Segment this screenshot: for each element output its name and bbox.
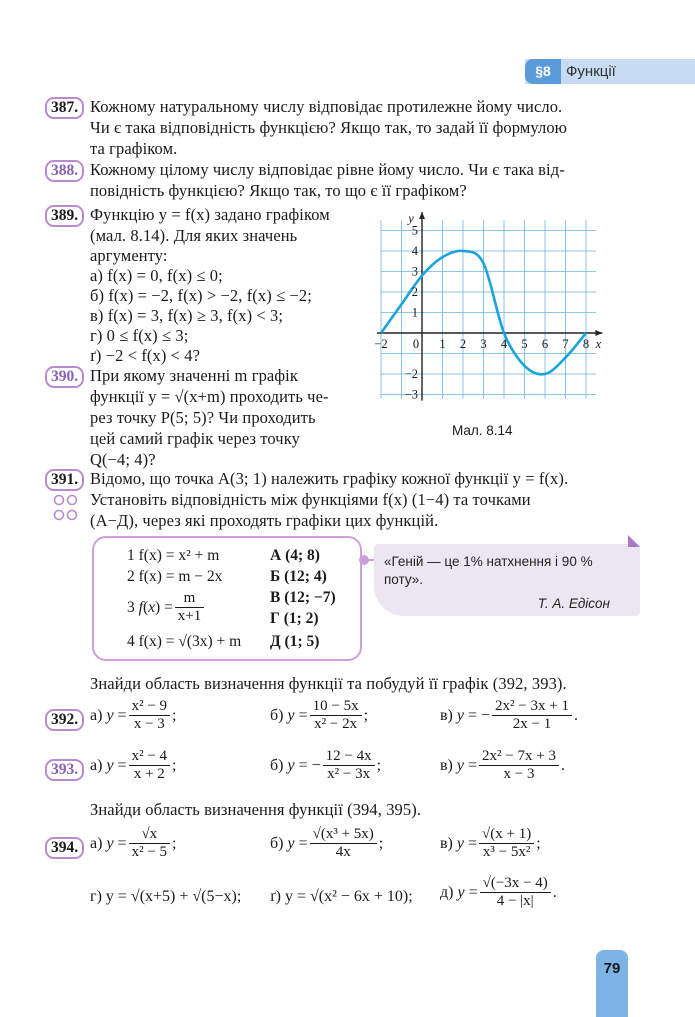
x-tick-label: −2 [374, 337, 388, 351]
denominator: x − 3 [133, 716, 165, 732]
problem-392-b: б) y = $\frac{10 - 5x}{\text{x² − 2x}}$ ; [270, 698, 369, 732]
numerator: 2x² − 3x + 1 [492, 698, 572, 716]
y-tick-label: −3 [404, 387, 418, 402]
x-tick-label: 7 [562, 337, 569, 351]
problem-387-line: Чи є така відповідність функцією? Якщо так, то задай її формулою [90, 118, 568, 137]
function-2: 2 f(x) = m − 2x [127, 568, 223, 585]
item-label: ґ) [270, 888, 281, 905]
item-label: в) [440, 706, 453, 724]
denominator: x³ − 5x² [482, 844, 531, 860]
denominator: 4x [335, 844, 351, 860]
problem-389-line: а) f(x) = 0, f(x) ≤ 0; [90, 266, 223, 285]
expression: y = √(x² − 6x + 10); [284, 888, 413, 905]
x-arrow-icon [595, 330, 602, 336]
denominator: x + 2 [133, 766, 165, 782]
point-a: А (4; 8) [270, 547, 320, 564]
problem-390-number: 390. [45, 366, 84, 388]
problem-389-line: б) f(x) = −2, f(x) > −2, f(x) ≤ −2; [90, 286, 312, 305]
numerator: 12 − 4x [323, 748, 375, 766]
denominator: x² − 5 [131, 844, 168, 860]
problem-388-line: Кожному цілому числу відповідає рівне йому число. Чи є така від- [90, 160, 565, 179]
problem-390-line: Q(−4; 4)? [90, 450, 156, 469]
numerator: x² − 9 [129, 698, 170, 716]
section-title: Функції [566, 63, 616, 80]
numerator: 2x² − 7x + 3 [479, 748, 559, 766]
problem-394-c: в) y = $\frac{√(x + 1)}{\text{x³ − 5x²}}$ ; [440, 826, 541, 860]
fraction-denominator: x+1 [177, 608, 202, 624]
denominator: x − 3 [503, 766, 535, 782]
problem-393-c: в) y = $\frac{\text{2x² − 7x + 3}}{x - 3}$ . [440, 748, 565, 782]
numerator: x² − 4 [129, 748, 170, 766]
problem-389-line: аргументу: [90, 246, 168, 265]
numerator: √(−3x − 4) [480, 875, 551, 893]
expression: y = √(x+5) + √(5−x); [105, 888, 242, 905]
quote-corner [628, 535, 640, 547]
problem-394-a: а) y = $\frac{√x}{\text{x² − 5}}$ ; [90, 826, 177, 860]
quote-author: Т. А. Едісон [537, 596, 610, 611]
x-axis-label: x [595, 337, 602, 351]
fraction-numerator: m [175, 590, 204, 608]
x-tick-label: 8 [582, 337, 590, 351]
problem-391-line: (А−Д), через які проходять графіки цих функцій. [90, 511, 439, 530]
denominator: 4 − |x| [496, 893, 534, 909]
y-tick-label: 2 [411, 285, 418, 299]
problem-389-line: Функцію y = f(x) задано графіком [90, 205, 330, 224]
problem-390-line: При якому значенні m графік [90, 366, 298, 385]
problem-390-line: цей самий графік через точку [90, 429, 300, 448]
point-d: Д (1; 5) [270, 633, 320, 650]
problem-389-line: г) 0 ≤ f(x) ≤ 3; [90, 326, 189, 345]
y-tick-label: 4 [411, 244, 418, 258]
function-4: 4 f(x) = √(3x) + m [127, 633, 242, 650]
problem-389-line: (мал. 8.14). Для яких значень [90, 226, 298, 245]
problem-389-line: в) f(x) = 3, f(x) ≥ 3, f(x) < 3; [90, 306, 284, 325]
y-axis-label: y [408, 211, 414, 226]
function-1: 1 f(x) = x² + m [127, 547, 220, 564]
item-label: в) [440, 756, 453, 774]
problem-394-g [90, 888, 241, 906]
item-label: в) [440, 834, 453, 852]
group-work-icon [50, 493, 84, 523]
problem-392-number: 392. [45, 709, 84, 731]
x-tick-label: 1 [439, 337, 446, 351]
denominator: 2x − 1 [512, 716, 552, 732]
problem-388-number: 388. [45, 160, 84, 182]
matching-box [92, 536, 362, 661]
item-label: а) [90, 834, 103, 852]
item-label: д) [440, 883, 454, 901]
problem-392-c: в) y = − $\frac{\text{2x² − 3x + 1}}{2x - 1}$ . [440, 698, 578, 732]
item-label: г) [90, 888, 102, 905]
x-tick-label: 5 [521, 337, 528, 351]
point-v: В (12; −7) [270, 589, 336, 606]
page-number: 79 [596, 950, 628, 1017]
x-tick-label: 3 [480, 337, 487, 351]
quote-line-1: «Геній — це 1% натхнення і 90 % [384, 554, 593, 569]
problem-391-number: 391. [45, 469, 84, 491]
problem-389-line: ґ) −2 < f(x) < 4? [90, 346, 201, 365]
item-label: б) [270, 756, 284, 774]
y-tick-label: 5 [411, 223, 418, 238]
problem-389-number: 389. [45, 205, 84, 227]
problem-390-line: функції y = √(x+m) проходить че- [90, 387, 329, 406]
problem-393-b: б) y = − $\frac{12 - 4x}{\text{x² − 3x}}$ ; [270, 748, 382, 782]
numerator: √x [129, 826, 170, 844]
y-tick-label: 3 [411, 264, 418, 279]
problem-388-line: повідність функцією? Якщо так, то що є її графіком? [90, 181, 467, 200]
task-heading-392-393: Знайди область визначення функції та побудуй її графік (392, 393). [90, 674, 567, 693]
point-b: Б (12; 4) [270, 568, 327, 585]
figure-caption: Мал. 8.14 [452, 423, 513, 438]
section-badge: §8 [525, 59, 561, 84]
problem-387-line: Кожному натуральному числу відповідає протилежне йому число. [90, 97, 563, 116]
problem-392-a: а) y = $\frac{\text{x² − 9}}{x - 3}$ ; [90, 698, 177, 732]
y-tick-label: 1 [411, 305, 418, 320]
problem-394-b: б) y = $\frac{\text{√(x³ + 5x)}}{4x}$ ; [270, 826, 384, 860]
task-heading-394-395: Знайди область визначення функції (394, 395). [90, 800, 422, 819]
denominator: x² − 2x [314, 716, 358, 732]
problem-387-line: та графіком. [90, 139, 178, 158]
item-label: а) [90, 756, 103, 774]
x-tick-label: 4 [500, 337, 508, 351]
problem-393-number: 393. [45, 759, 84, 781]
problem-387-number: 387. [45, 97, 84, 119]
x-tick-label: 6 [541, 337, 549, 351]
item-label: а) [90, 706, 103, 724]
numerator: √(x³ + 5x) [310, 826, 377, 844]
item-label: б) [270, 834, 284, 852]
numerator: 10 − 5x [310, 698, 362, 716]
numerator: √(x + 1) [479, 826, 534, 844]
point-g: Г (1; 2) [270, 610, 319, 627]
problem-393-a: а) y = $\frac{\text{x² − 4}}{x + 2}$ ; [90, 748, 177, 782]
function-graph [360, 205, 610, 420]
denominator: x² − 3x [327, 766, 371, 782]
problem-394-gg [270, 888, 413, 906]
item-label: б) [270, 706, 284, 724]
x-tick-label: 0 [412, 337, 420, 351]
problem-391-line: Відомо, що точка A(3; 1) належить графіку кожної функції y = f(x). [90, 469, 569, 488]
problem-394-number: 394. [45, 837, 84, 859]
y-arrow-icon [419, 212, 425, 219]
y-tick-label: −2 [404, 367, 418, 381]
quote-line-2: поту». [384, 572, 424, 587]
x-tick-label: 2 [459, 337, 467, 351]
problem-391-line: Установіть відповідність між функціями f(x) (1−4) та точками [90, 490, 531, 509]
problem-394-d: д) y = $\frac{√(-3x - 4)}{4 - |x|}$ . [440, 875, 557, 909]
quote-box [374, 544, 640, 616]
function-3: 3 f(x) = $\frac{m}{x+1}$ [127, 590, 206, 625]
problem-390-line: рез точку P(5; 5)? Чи проходить [90, 408, 316, 427]
